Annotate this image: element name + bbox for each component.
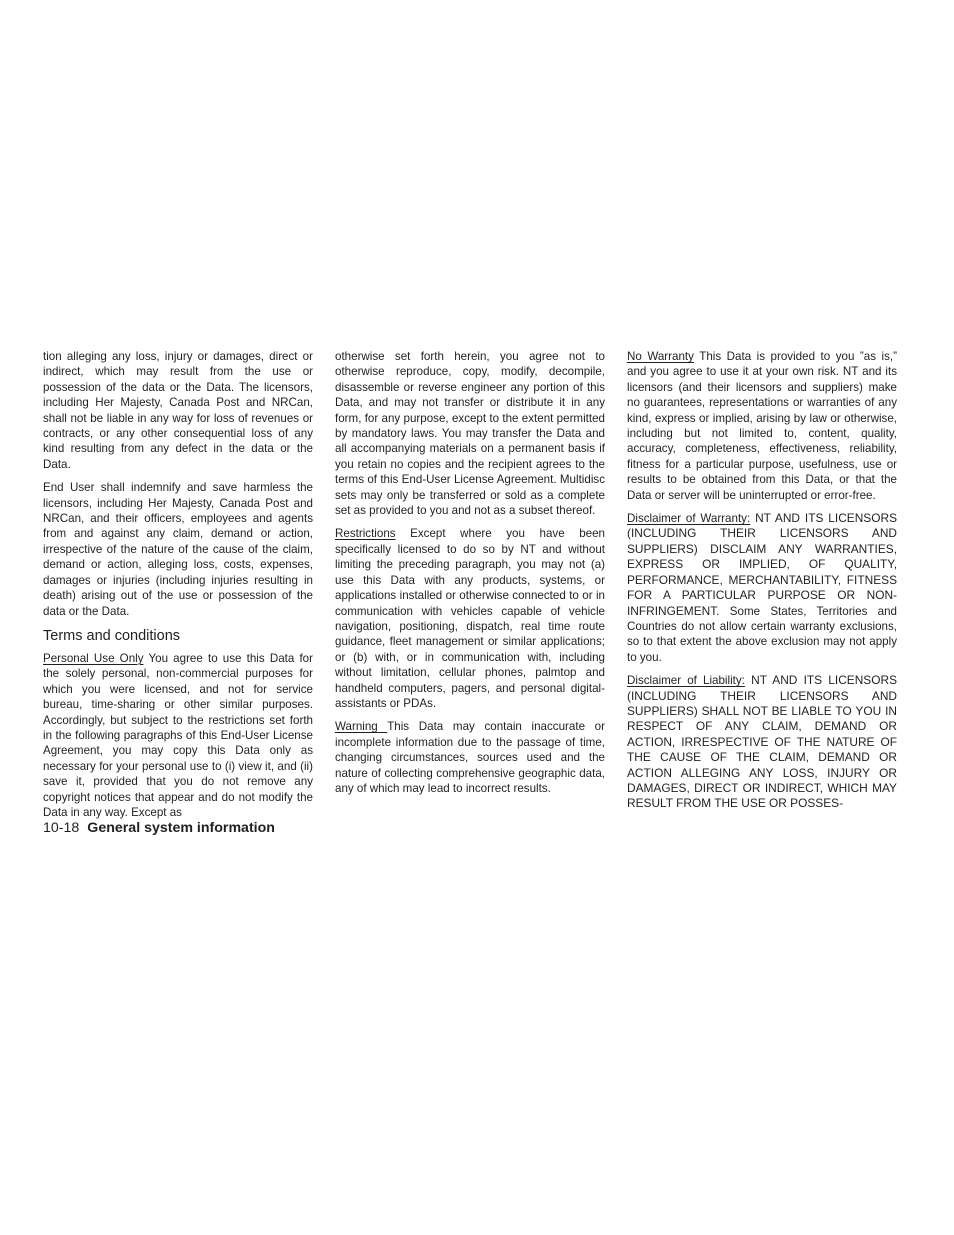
no-warranty-text: This Data is provided to you ”as is,” and you agree to use it at your own risk. NT and its licensors (and their licensors and suppliers) make no guarantees, representations or warranties of any kind, express or implied, arising by law or otherwise, including but not limited to, content, quality, accuracy, completeness, effectiveness, reliability, fitness for a particular purpose, usefulness, use or results to be obtained from this Data, or that the Data or server will be uninterrupted or error-free.: [627, 350, 898, 502]
paragraph-warning: [335, 719, 605, 796]
paragraph-disclaimer-liability: [627, 673, 897, 812]
paragraph-indemnify: End User shall indemnify and save harmless the licensors, including Her Majesty, Canada Post and NRCan, and their officers, employees and agents from and against any claim, demand or action, irrespective of the nature of the cause of the claim, demand or action, alleging loss, costs, expenses, damages or injuries (including injuries resulting in death) arising out of the use or possession of the data or the Data.: [43, 481, 313, 618]
term-no-warranty: No Warranty: [627, 350, 694, 363]
page-footer: [43, 819, 275, 837]
section-heading-terms: Terms and conditions: [43, 627, 181, 644]
disclaimer-warranty-text: Some States, Territories and Countries do not allow certain warranty exclusions, so to that extent the above exclusion may not apply to you.: [627, 604, 897, 664]
paragraph-disclaimer-warranty: [627, 511, 897, 665]
personal-use-text: You agree to use this Data for the solely personal, non-commercial purposes for which you were licensed, and not for service bureau, time-sharing or other similar purposes. Accordingly, but subject to the restrictions set forth in the following paragraphs of this End-User License Agreement, you may copy this Data only as necessary for your personal use to (i) view it, and (ii) save it, provided that you do not remove any copyright notices that appear and do not modify the Data in any way. Except as: [43, 651, 313, 819]
warning-text: This Data may contain inaccurate or incomplete information due to the passage of time, changing circumstances, sources used and the nature of collecting comprehensive geographic data, any of which may lead to incorrect results.: [335, 720, 605, 795]
term-personal-use-only: Personal Use Only: [43, 651, 144, 665]
term-disclaimer-of-liability: Disclaimer of Liability:: [627, 674, 745, 688]
term-disclaimer-of-warranty: Disclaimer of Warranty:: [627, 512, 751, 526]
paragraph-liability-continued: tion alleging any loss, injury or damages, direct or indirect, which may result from the use or possession of the data or the Data. The licensors, including Her Majesty, Canada Post and NRCan, shall not be liable in any way for loss of revenues or contracts, or any other consequential loss of any kind resulting from any defect in the data or the Data.: [43, 350, 313, 471]
paragraph-restrictions: [335, 526, 605, 711]
text-column-2: [335, 349, 605, 804]
disclaimer-warranty-caps-text: NT AND ITS LICENSORS (INCLUDING THEIR LICENSORS AND SUPPLIERS) DISCLAIM ANY WARRANTIES, EXPRESS OR IMPLIED, OF QUALITY, PERFORMANCE, MERCHANTABILITY, FITNESS FOR A PARTICULAR PURPOSE OR NON-INFRINGEMENT.: [627, 511, 897, 618]
paragraph-transfer: otherwise set forth herein, you agree not to otherwise reproduce, copy, modify, decompile, disassemble or reverse engineer any portion of this Data, and may not transfer or distribute it in any form, for any purpose, except to the extent permitted by mandatory laws. You may transfer the Data and all accompanying materials on a permanent basis if you retain no copies and the recipient agrees to the terms of this End-User License Agreement. Multidisc sets may only be transferred or sold as a complete set as provided to you and not as a subset thereof.: [335, 350, 605, 518]
restrictions-text: Except where you have been specifically licensed to do so by NT and without limiting the preceding paragraph, you may not (a) use this Data with any products, systems, or applications installed or otherwise connected to or in communication with vehicles capable of vehicle navigation, positioning, dispatch, real time route guidance, fleet management or similar applications; or (b) with, or in communication with, including without limitation, cellular phones, palmtop and handheld computers, pagers, and personal digital-assistants or PDAs.: [335, 527, 605, 710]
paragraph-no-warranty: [627, 349, 897, 503]
text-column-1: [43, 349, 313, 828]
page-number: 10-18: [43, 820, 80, 836]
section-title: General system information: [87, 820, 275, 836]
paragraph-personal-use: [43, 651, 313, 820]
text-column-3: [627, 349, 897, 820]
term-restrictions: Restrictions: [335, 527, 396, 541]
disclaimer-liability-caps-text: NT AND ITS LICENSORS (INCLUDING THEIR LICENSORS AND SUPPLIERS) SHALL NOT BE LIABLE TO YOU IN RESPECT OF ANY CLAIM, DEMAND OR ACTION, IRRESPECTIVE OF THE NATURE OF THE CAUSE OF THE CLAIM, DEMAND OR ACTION ALLEGING ANY LOSS, INJURY OR DAMAGES, DIRECT OR INDIRECT, WHICH MAY RESULT FROM THE USE OR POSSES-: [627, 673, 898, 811]
term-warning: Warning: [335, 720, 388, 734]
